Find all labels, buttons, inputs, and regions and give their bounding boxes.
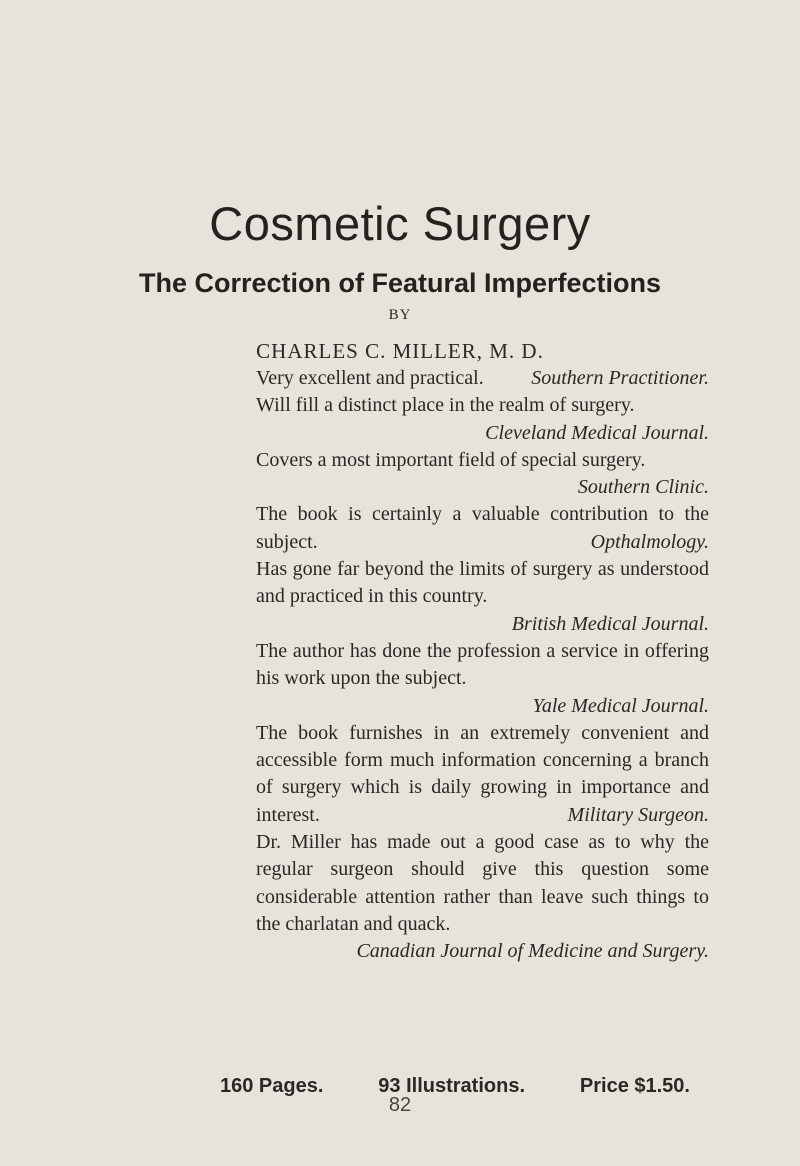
review-quote: The book furnishes in an extremely convenient and accessible form much information concerning a branch of surgery which is daily growing in importance and interest. — [256, 721, 709, 826]
by-line: BY — [388, 307, 412, 323]
review-item — [256, 365, 709, 392]
review-item — [256, 638, 709, 720]
review-item — [256, 447, 709, 502]
review-source: Cleveland Medical Journal. — [485, 421, 709, 444]
review-item — [256, 829, 709, 965]
review-source: Southern Clinic. — [577, 476, 709, 499]
book-title: Cosmetic Surgery — [209, 197, 591, 250]
review-quote: The author has done the profession a service in offering his work upon the subject. — [256, 639, 709, 690]
review-quote: Covers a most important field of special surgery. — [256, 448, 646, 471]
review-quote: The book is certainly a valuable contribution to the subject. — [256, 503, 709, 553]
review-item — [256, 392, 709, 447]
review-quote: Very excellent and practical. — [256, 367, 484, 389]
review-quote: Dr. Miller has made out a good case as to why the regular surgeon should give this question some considerable attention rather than leave such things to the charlatan and quack. — [256, 831, 709, 935]
review-source: Canadian Journal of Medicine and Surgery. — [356, 940, 709, 963]
book-subtitle: The Correction of Featural Imperfections — [138, 268, 662, 298]
page-number: 82 — [388, 1094, 412, 1116]
review-source: Yale Medical Journal. — [532, 694, 709, 717]
review-source: Military Surgeon. — [567, 803, 709, 826]
author-name: CHARLES C. MILLER, M. D. — [256, 339, 544, 363]
review-source: British Medical Journal. — [511, 612, 709, 635]
review-quote: Will fill a distinct place in the realm of surgery. — [256, 394, 635, 417]
review-source: Opthalmology. — [590, 530, 709, 553]
illustration-count: 93 Illustrations. — [378, 1075, 526, 1097]
review-item — [256, 501, 709, 556]
review-item — [256, 720, 709, 829]
review-quote: Has gone far beyond the limits of surgery as understood and practiced in this country. — [256, 558, 709, 608]
page-count: 160 Pages. — [220, 1075, 324, 1097]
review-source: Southern Practitioner. — [531, 367, 709, 389]
price: Price $1.50. — [579, 1075, 690, 1097]
review-item — [256, 556, 709, 638]
review-list — [256, 360, 709, 966]
